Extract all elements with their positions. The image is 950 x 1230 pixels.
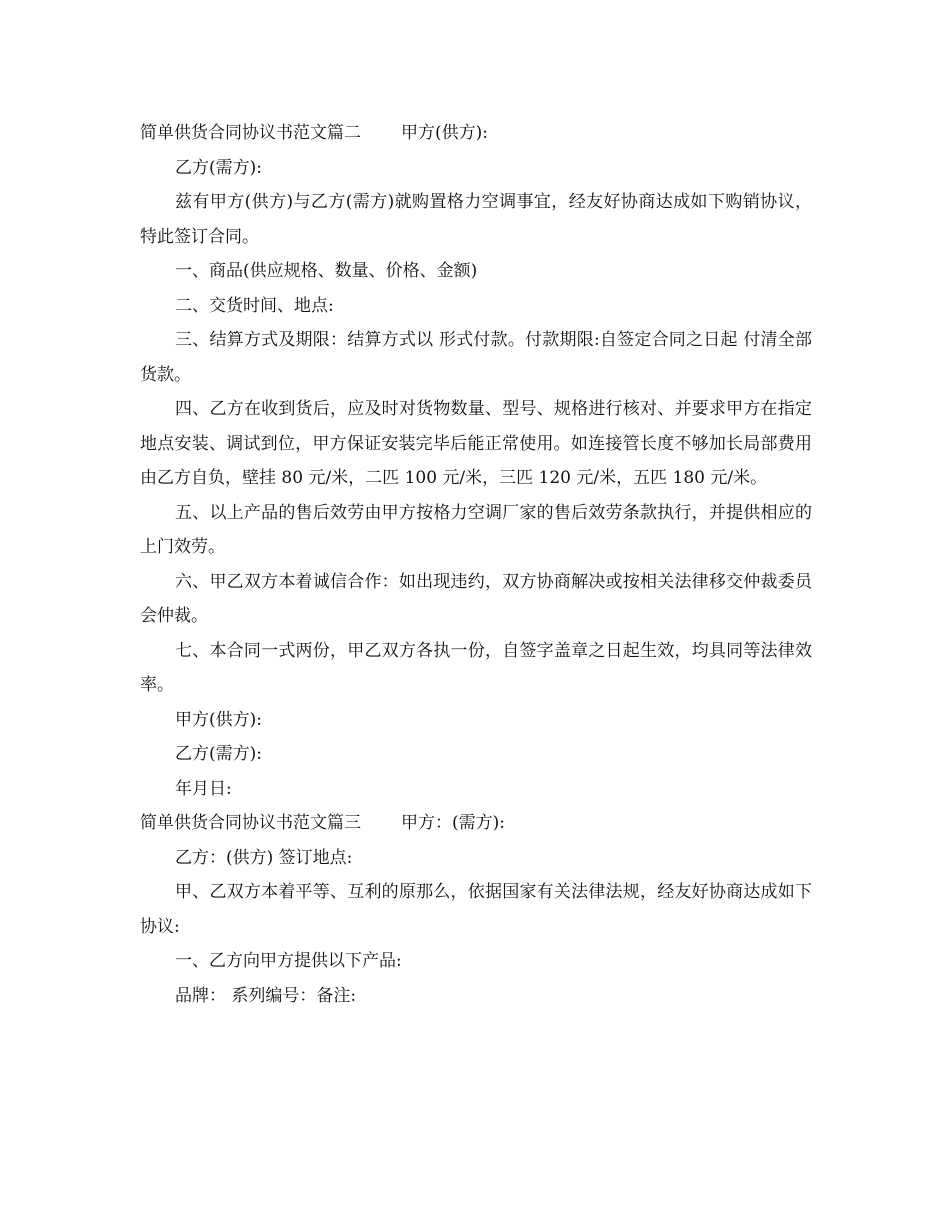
section2-clause-7: 七、本合同一式两份，甲乙双方各执一份，自签字盖章之日起生效，均具同等法律效率。 [140,640,812,695]
section2-intro-paragraph: 兹有甲方(供方)与乙方(需方)就购置格力空调事宜，经友好协商达成如下购销协议，特此签订合同。 [140,192,812,247]
section2-party-b-label: 乙方(需方): [175,157,262,178]
section2-heading: 简单供货合同协议书范文篇二 [140,123,361,143]
section2-clause-5: 五、以上产品的售后效劳由甲方按格力空调厂家的售后效劳条款执行，并提供相应的上门效劳。 [140,502,812,557]
section3-heading: 简单供货合同协议书范文篇三 [140,813,361,833]
section2-signature-party-b: 乙方(需方): [175,744,262,764]
section2-signature-party-a: 甲方(供方): [175,709,262,730]
section2-clause-6: 六、甲乙双方本着诚信合作：如出现违约，双方协商解决或按相关法律移交仲裁委员会仲裁。 [140,571,812,626]
section2-signature-date: 年月日: [175,778,232,799]
section3-heading-line [140,806,812,841]
document-body [140,116,812,1013]
section3-party-a-label: 甲方：(需方): [401,813,505,833]
section2-clause-1: 一、商品(供应规格、数量、价格、金额) [175,261,478,281]
section3-clause-1: 一、乙方向甲方提供以下产品: [175,951,402,971]
section3-intro-paragraph: 甲、乙双方本着平等、互利的原那么，依据国家有关法律法规，经友好协商达成如下协议: [140,882,812,937]
section3-party-b-place: 乙方：(供方) 签订地点: [175,847,353,868]
section3-product-fields: 品牌： 系列编号：备注: [175,985,357,1006]
section2-clause-4: 四、乙方在收到货后，应及时对货物数量、型号、规格进行核对、并要求甲方在指定地点安装、调试到位，甲方保证安装完毕后能正常使用。如连接管长度不够加长局部费用由乙方自负，壁挂 80 元/米，二匹 100 元/米，三匹 120 元/米，五匹 180 元/米。 [140,399,812,488]
section2-clause-3: 三、结算方式及期限：结算方式以 形式付款。付款期限:自签定合同之日起 付清全部货款。 [140,330,812,385]
section2-clause-2: 二、交货时间、地点: [175,295,334,316]
section2-party-a-label: 甲方(供方): [401,123,488,143]
section2-heading-line [140,116,812,151]
